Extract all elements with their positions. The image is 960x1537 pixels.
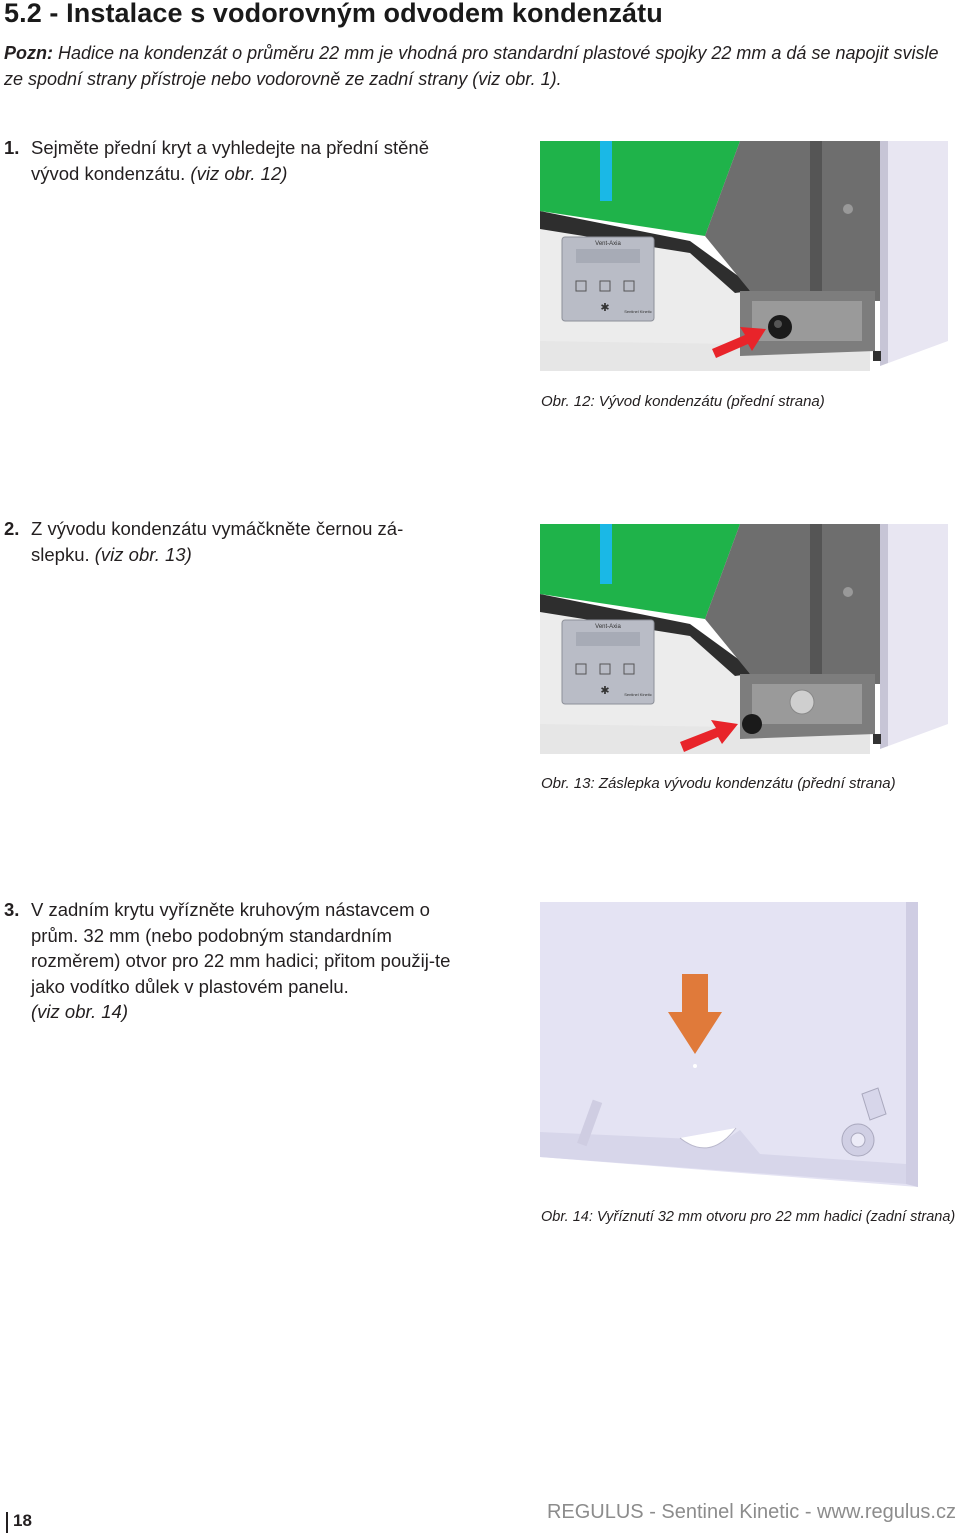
step-figure-ref: (viz obr. 14) (31, 1001, 128, 1022)
panel-brand-label: Vent-Axia (595, 624, 621, 630)
step-text: Sejměte přední kryt a vyhledejte na přední stěně vývod kondenzátu. (31, 137, 429, 184)
svg-text:✱: ✱ (600, 301, 610, 314)
panel-model-label: Sentinel Kinetic (624, 309, 652, 314)
panel-model-label: Sentinel Kinetic (624, 692, 652, 697)
step-3 (4, 897, 474, 1025)
note-text: Hadice na kondenzát o průměru 22 mm je vhodná pro standardní plastové spojky 22 mm a dá se napojit svisle ze spodní strany přístroje nebo vodorovně ze zadní strany (viz obr. 1). (4, 43, 939, 89)
step-number: 2. (4, 518, 20, 539)
section-heading: 5.2 - Instalace s vodorovným odvodem kondenzátu (4, 0, 663, 28)
note-label: Pozn: (4, 43, 53, 63)
step-figure-ref: (viz obr. 13) (94, 543, 192, 565)
panel-brand-label: Vent-Axia (595, 241, 621, 247)
step-1 (4, 135, 474, 186)
figure-13-condensate-plug-photo (540, 524, 950, 754)
step-text: V zadním krytu vyřízněte kruhovým nástavcem o prům. 32 mm (nebo podobným standardním rozměrem) otvor pro 22 mm hadici; přitom použij-te jako vodítko důlek v plastovém panelu. (31, 899, 451, 997)
step-number: 3. (4, 899, 20, 920)
step-2 (4, 516, 474, 567)
footer-divider (6, 1512, 8, 1533)
figure-13-caption: Obr. 13: Záslepka vývodu kondenzátu (přední strana) (541, 775, 896, 792)
svg-text:✱: ✱ (600, 684, 610, 697)
note-paragraph (4, 40, 956, 92)
step-figure-ref: (viz obr. 12) (190, 162, 288, 184)
step-number: 1. (4, 137, 20, 158)
page-number: 18 (13, 1511, 32, 1530)
figure-14-rear-panel-photo (540, 902, 930, 1202)
footer-text: REGULUS - Sentinel Kinetic - www.regulus.cz (546, 1501, 956, 1523)
step-text: Z vývodu kondenzátu vymáčkněte černou zá-slepku. (31, 518, 404, 565)
figure-12-caption: Obr. 12: Vývod kondenzátu (přední strana) (541, 393, 825, 410)
figure-12-condensate-outlet-photo (540, 141, 950, 371)
figure-14-caption: Obr. 14: Vyříznutí 32 mm otvoru pro 22 mm hadici (zadní strana) (541, 1209, 956, 1225)
